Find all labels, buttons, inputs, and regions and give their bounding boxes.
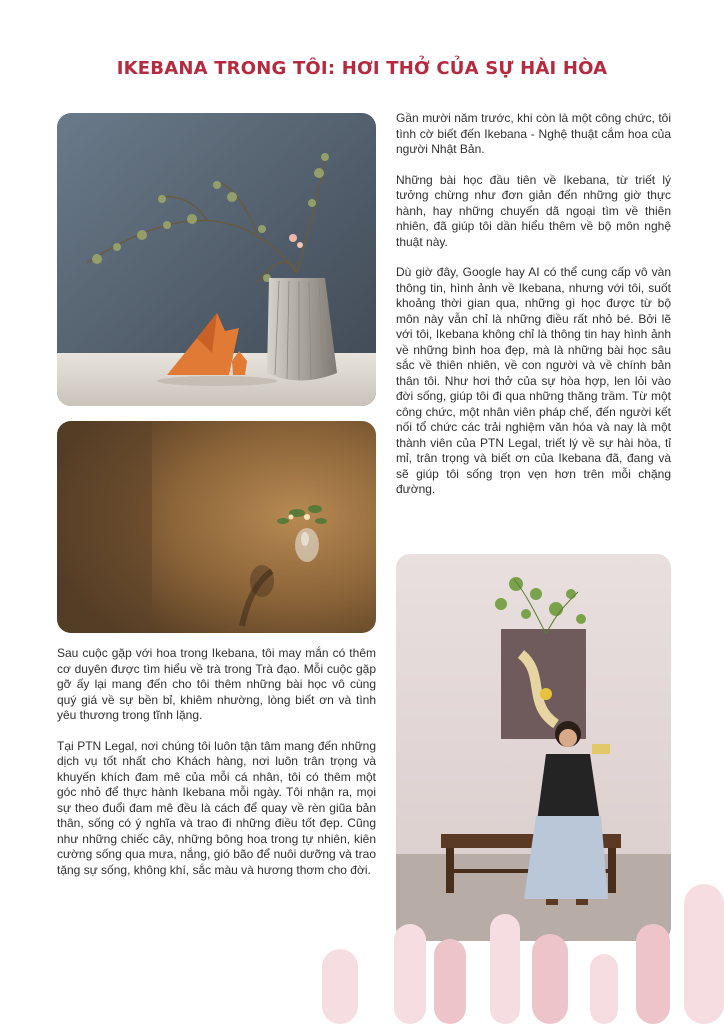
paragraph: Sau cuộc gặp với hoa trong Ikebana, tôi may mắn có thêm cơ duyên được tìm hiểu về trà trong Trà đạo. Mỗi cuộc gặp gỡ ấy lại mang đến cho tôi thêm những bài học vô cùng quý giá về sự bền bỉ, khiêm nhường, lòng biết ơn và tình yêu thương trong tĩnh lặng. [57,646,376,722]
photo-ikebana-vase [57,113,376,406]
ikebana-vase-image [57,113,376,406]
decorative-bars [300,884,724,1024]
paragraph: Tại PTN Legal, nơi chúng tôi luôn tận tâm mang đến những dịch vụ tốt nhất cho Khách hàng, nơi luôn trân trọng và khuyến khích đam mê của mỗi cá nhân, tôi có thêm một góc nhỏ để thực hành Ikebana mỗi ngày. Tôi nhận ra, mọi sự theo đuổi đam mê đều là cách để quay về rèn giũa bản thân, sống có ý nghĩa và trao đi những điều tốt đẹp. Cũng như những chiếc cây, những bông hoa trong tự nhiên, kiên cường sống qua mưa, nắng, gió bão để nuôi dưỡng và trao tặng sự sống, không khí, sắc màu và hương thơm cho đời. [57,738,376,877]
right-column-text [396,111,671,513]
hanging-vase-image [57,421,376,633]
photo-hanging-vase [57,421,376,633]
woman-bench-image [396,554,671,941]
page-title: IKEBANA TRONG TÔI: HƠI THỞ CỦA SỰ HÀI HÒA [116,58,608,79]
photo-woman-bench [396,554,671,941]
paragraph: Dù giờ đây, Google hay AI có thể cung cấp vô vàn thông tin, hình ảnh về Ikebana, nhưng với tôi, suốt khoảng thời gian qua, những gì học được từ bộ môn này vẫn chỉ là những điều rất nhỏ bé. Bởi lẽ với tôi, Ikebana không chỉ là thông tin hay hình ảnh về những bình hoa đẹp, mà là những bài học sâu sắc về thiên nhiên, về con người và về chính bản thân tôi. Như hơi thở của sự hòa hợp, len lỏi vào đời sống, giúp tôi đi qua những thăng trầm. Từ một công chức, một nhân viên pháp chế, đến người kết nối tổ chức các trải nghiệm văn hóa và nay là một thành viên của PTN Legal, triết lý về sự hài hòa, tỉ mỉ, trân trọng và biết ơn của Ikebana đã, đang và sẽ giúp tôi sống trọn vẹn hơn trên mỗi chặng đường. [396,265,671,496]
left-column-text [57,646,376,893]
paragraph: Gần mười năm trước, khi còn là một công chức, tôi tình cờ biết đến Ikebana - Nghệ thuật cắm hoa của người Nhật Bản. [396,111,671,156]
paragraph: Những bài học đầu tiên về Ikebana, từ triết lý tưởng chừng như đơn giản đến những giờ thực hành, hay những chuyến dã ngoại tìm về thiên nhiên, đã giúp tôi dần hiểu thêm về bộ môn nghệ thuật này. [396,172,671,249]
